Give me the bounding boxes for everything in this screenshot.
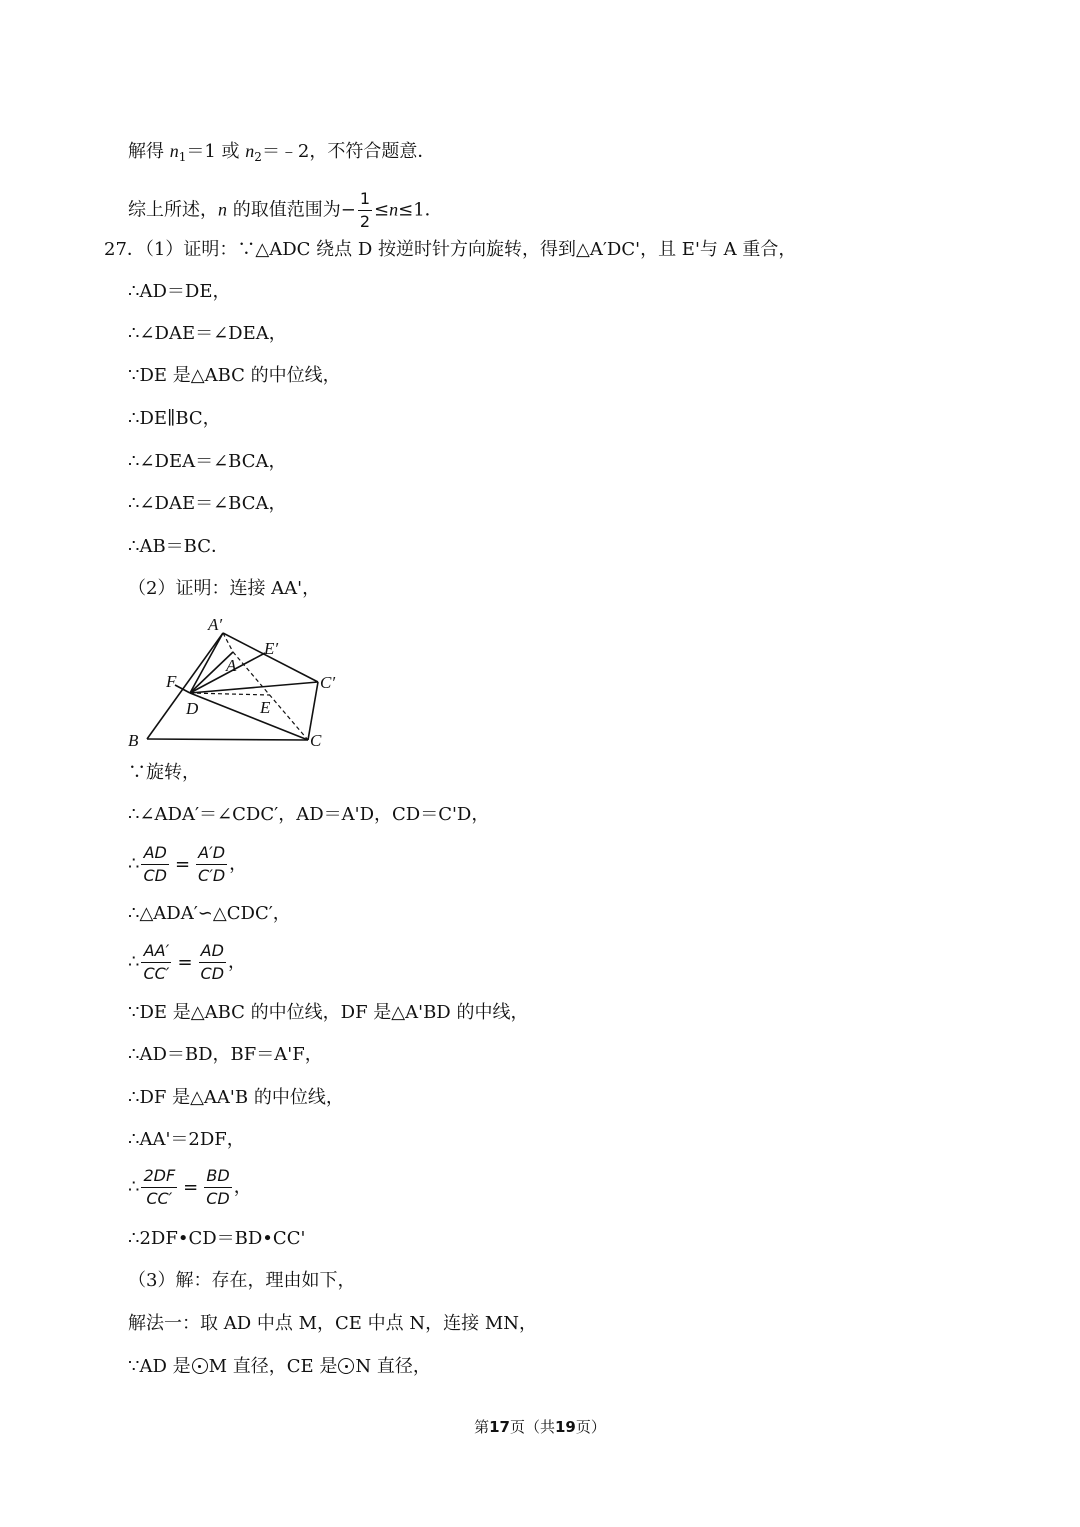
proof-line: ∵旋转， — [128, 762, 200, 783]
ratio-line: ∴ $\frac{AD}{CD}$ = $\frac{A'D}{C'D}$ ， — [128, 843, 248, 885]
circle-dot-icon — [338, 1358, 354, 1374]
proof-line: ∵DE 是△ABC 的中位线，DF 是△A'BD 的中线， — [128, 1002, 529, 1023]
proof-line: ∴AD＝DE， — [128, 281, 231, 302]
label-e-prime: E′ — [264, 639, 279, 658]
part-3-heading: （3）解：存在，理由如下， — [128, 1270, 356, 1291]
proof-line: ∵DE 是△ABC 的中位线， — [128, 365, 341, 386]
proof-line: ∴∠DAE＝∠BCA， — [128, 493, 287, 514]
label-c-prime: C′ — [320, 673, 336, 692]
proof-line: ∴2DF•CD＝BD•CC' — [128, 1228, 306, 1249]
question-27: 27．（1）证明：∵△ADC 绕点 D 按逆时针方向旋转，得到△A′DC'，且 E'与 A 重合， — [104, 239, 797, 260]
proof-line: ∴AA'＝2DF， — [128, 1129, 245, 1150]
line-conclusion: 综上所述，n 的取值范围为− $\frac{1}{2}$ ≤n≤1． — [128, 189, 443, 231]
proof-line: ∴∠DEA＝∠BCA， — [128, 451, 287, 472]
label-e: E — [260, 698, 271, 717]
page-footer: 第17页（共19页） — [474, 1418, 606, 1436]
line-solve: 解得 $n_1=1$ 或 $n_2=﹣2$，不符合题意． — [128, 141, 436, 164]
label-a: A — [226, 656, 237, 675]
fraction-one-half: $\frac{1}{2}$ — [359, 189, 371, 231]
proof-line: ∴DF 是△AA'B 的中位线， — [128, 1087, 344, 1108]
label-a-prime: A′ — [208, 615, 223, 634]
proof-line: ∴AD＝BD，BF＝A'F， — [128, 1044, 323, 1065]
proof-line: 解法一：取 AD 中点 M，CE 中点 N，连接 MN， — [128, 1313, 538, 1334]
label-b: B — [128, 731, 139, 750]
label-f: F — [166, 672, 177, 691]
ratio-line: ∴ $\frac{AA'}{CC'}$ = $\frac{AD}{CD}$ ， — [128, 941, 247, 983]
proof-line: ∴AB＝BC． — [128, 536, 230, 557]
proof-line: ∴DE∥BC， — [128, 408, 221, 429]
proof-line: ∴∠DAE＝∠DEA， — [128, 323, 287, 344]
circle-dot-icon — [192, 1358, 208, 1374]
proof-line: ∴∠ADA′＝∠CDC′，AD＝A'D，CD＝C'D， — [128, 804, 490, 825]
proof-line: ∵AD 是 M 直径，CE 是 N 直径， — [128, 1356, 431, 1377]
ratio-line: ∴ $\frac{2DF}{CC'}$ = $\frac{BD}{CD}$ ， — [128, 1166, 252, 1208]
label-d: D — [186, 699, 199, 718]
geometry-figure — [120, 610, 360, 755]
part-2-heading: （2）证明：连接 AA'， — [128, 578, 321, 599]
label-c: C — [310, 731, 322, 750]
proof-line: ∴△ADA′∽△CDC′， — [128, 903, 291, 924]
